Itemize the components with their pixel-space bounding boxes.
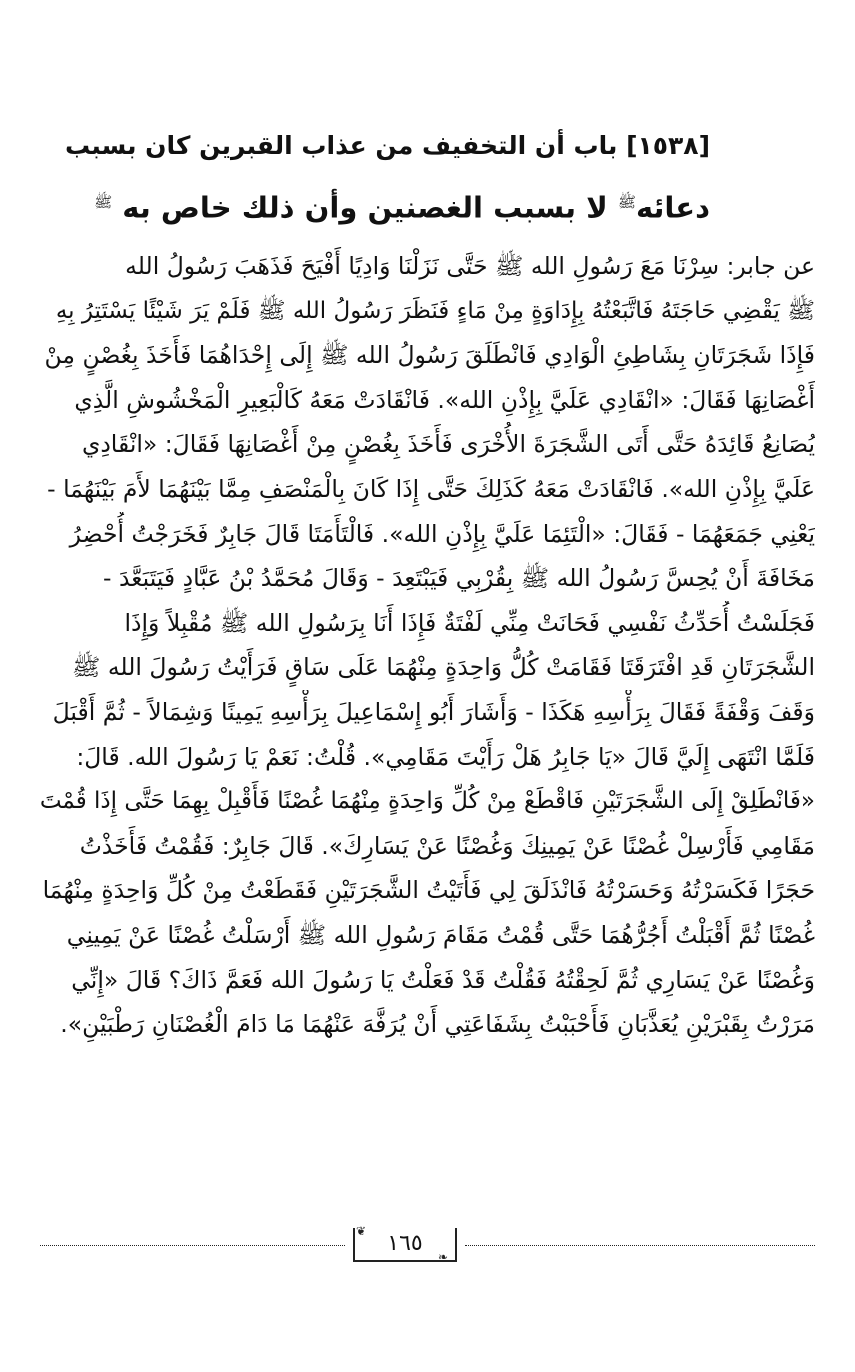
text-line: عن جابر: سِرْنَا مَعَ رَسُولِ الله ﷺ حَتَّى نَزَلْنَا وَادِيًا أَفْيَحَ فَذَهَبَ رَسُولُ الله [125,252,815,280]
heading-line-1: [١٥٣٨] باب أن التخفيف من عذاب القبرين كان بسبب [64,131,710,160]
text-line: وَقَفَ وَقْفَةً فَقَالَ بِرَأْسِهِ هَكَذَا - وَأَشَارَ أَبُو إِسْمَاعِيلَ بِرَأْسِهِ يَمِينًا وَشِمَالاً - ثُمَّ أَقْبَلَ [52,697,815,726]
ornament-icon: ❧ [438,1250,449,1264]
heading-line-2-start: دعائه [635,190,710,225]
text-line: وَغُصْنًا عَنْ يَسَارِي ثُمَّ لَحِقْتُهُ فَقُلْتُ قَدْ فَعَلْتُ يَا رَسُولَ الله فَعَمَّ ذَاكَ؟ قَالَ «إِنِّي [71,965,815,994]
footer-dotted-rule-left [40,1245,345,1246]
text-line: مَخَافَةَ أَنْ يُحِسَّ رَسُولُ الله ﷺ بِقُرْبِي فَيَبْتَعِدَ - وَقَالَ مُحَمَّدُ بْنُ عَبَّادٍ فَيَتَبَعَّدَ - [103,564,815,593]
ornament-icon: ❦ [356,1224,367,1238]
text-line: مَرَرْتُ بِقَبْرَيْنِ يُعَذَّبَانِ فَأَحْبَبْتُ بِشَفَاعَتِي أَنْ يُرَفَّهَ عَنْهُمَا مَا دَامَ الْغُصْنَانِ رَطْبَيْنِ». [60,1010,815,1039]
hadith-text [40,244,815,1047]
text-line: غُصْنًا ثُمَّ أَقْبَلْتُ أَجُرُّهُمَا حَتَّى قُمْتُ مَقَامَ رَسُولِ الله ﷺ أَرْسَلْتُ غُصْنًا عَنْ يَمِينِي [66,920,815,949]
text-line: أَغْصَانِهَا فَقَالَ: «انْقَادِي عَلَيَّ بِإِذْنِ الله». فَانْقَادَتْ مَعَهُ كَالْبَعِيرِ الْمَخْشُوشِ الَّذِي [74,385,815,414]
text-line: مَقَامِي فَأَرْسِلْ غُصْنًا عَنْ يَمِينِكَ وَغُصْنًا عَنْ يَسَارِكَ». قَالَ جَابِرٌ: فَقُمْتُ فَأَخَذْتُ [79,831,815,860]
text-line: فَإِذَا شَجَرَتَانِ بِشَاطِئِ الْوَادِي فَانْطَلَقَ رَسُولُ الله ﷺ إِلَى إِحْدَاهُمَا فَأَخَذَ بِغُصْنٍ مِنْ [44,341,815,370]
text-line: يُصَانِعُ قَائِدَهُ حَتَّى أَتَى الشَّجَرَةَ الأُخْرَى فَأَخَذَ بِغُصْنٍ مِنْ أَغْصَانِهَا فَقَالَ: «انْقَادِي [81,430,815,459]
page-footer [40,1226,815,1266]
text-line: فَجَلَسْتُ أُحَدِّثُ نَفْسِي فَحَانَتْ مِنِّي لَفْتَةٌ فَإِذَا أَنَا بِرَسُولِ الله ﷺ مُقْبِلاً وَإِذَا [124,608,815,637]
text-line: الشَّجَرَتَانِ قَدِ افْتَرَقَتَا فَقَامَتْ كُلُّ وَاحِدَةٍ مِنْهُمَا عَلَى سَاقٍ فَرَأَيْتُ رَسُولَ الله ﷺ [71,653,815,682]
honorific-symbol-icon: ﷺ [617,193,636,211]
honorific-symbol-icon: ﷺ [94,193,113,211]
text-line: يَعْنِي جَمَعَهُمَا - فَقَالَ: «الْتَئِمَا عَلَيَّ بِإِذْنِ الله». فَالْتَأَمَتَا قَالَ جَابِرٌ فَخَرَجْتُ أُحْضِرُ [69,519,815,548]
text-line: ﷺ يَقْضِي حَاجَتَهُ فَاتَّبَعْتُهُ بِإِدَاوَةٍ مِنْ مَاءٍ فَنَظَرَ رَسُولُ الله ﷺ فَلَمْ يَرَ شَيْئًا يَسْتَتِرُ بِهِ [55,297,815,324]
text-line: «فَانْطَلِقْ إِلَى الشَّجَرَتَيْنِ فَاقْطَعْ مِنْ كُلِّ وَاحِدَةٍ مِنْهُمَا غُصْنًا فَأَقْبِلْ بِهِمَا حَتَّى إِذَا قُمْتَ [40,788,815,815]
page-number: ١٦٥ [353,1228,457,1262]
text-line: فَلَمَّا انْتَهَى إِلَيَّ قَالَ «يَا جَابِرُ هَلْ رَأَيْتَ مَقَامِي». قُلْتُ: نَعَمْ يَا رَسُولَ الله. قَالَ: [76,742,815,771]
footer-dotted-rule-right [465,1245,815,1246]
text-line: حَجَرًا فَكَسَرْتُهُ وَحَسَرْتُهُ فَانْذَلَقَ لِي فَأَتَيْتُ الشَّجَرَتَيْنِ فَقَطَعْتُ مِنْ كُلِّ وَاحِدَةٍ مِنْهُمَا [42,876,815,905]
heading-line-2 [62,174,710,236]
chapter-heading [62,118,710,236]
heading-line-2-mid: لا بسبب الغصنين وأن ذلك خاص به [112,190,618,225]
text-line: عَلَيَّ بِإِذْنِ الله». فَانْقَادَتْ مَعَهُ كَذَلِكَ حَتَّى إِذَا كَانَ بِالْمَنْصَفِ مِمَّا بَيْنَهُمَا لأَمَ بَيْنَهُمَا - [47,474,815,503]
